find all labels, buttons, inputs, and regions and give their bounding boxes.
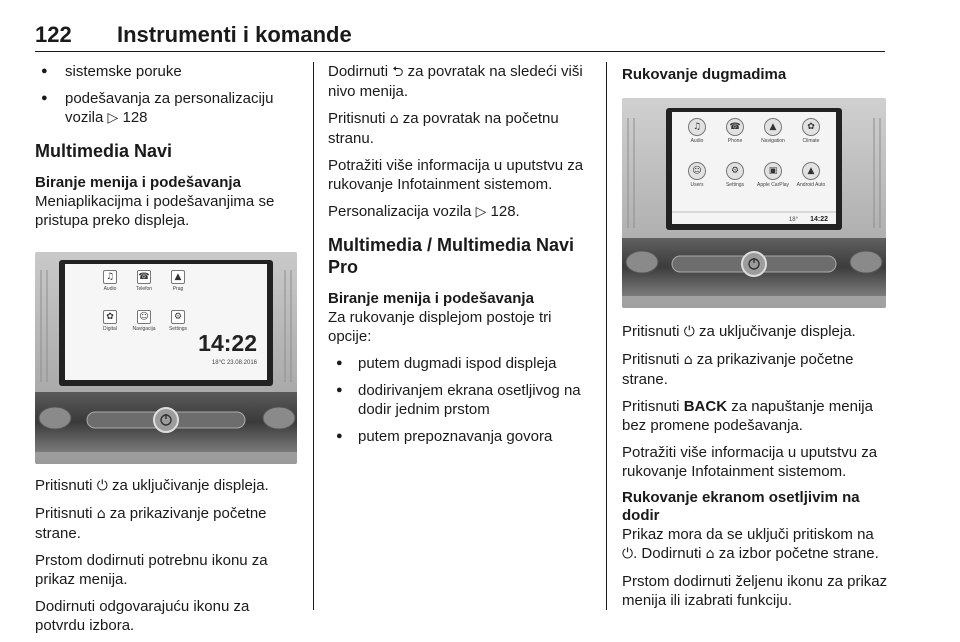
screen-app-icon [678, 118, 716, 145]
screen-app-icon [127, 270, 161, 293]
app-icon-label: Audio [103, 286, 117, 292]
paragraph: Dodirnuti ⮌ za povratak na sledeći viši nivo menija. [328, 63, 583, 100]
paragraph: Meniaplikacijma i podešavanjima se pristupa preko displeja. [35, 193, 275, 229]
status-text: 18°C 23.08.2016 [211, 360, 257, 366]
app-icon-label: Android Auto [796, 182, 826, 188]
column-divider-2 [606, 62, 607, 610]
back-arrow-icon: ⮌ [392, 64, 404, 80]
clock-time: 14:22 [198, 330, 257, 356]
column-divider-1 [313, 62, 314, 610]
app-icon: ♫ [103, 270, 117, 284]
screen-app-icon [716, 118, 754, 145]
app-icon-label: Telefon [135, 286, 153, 292]
app-icon: ▲ [171, 270, 185, 284]
reference-arrow-icon: ▷ [475, 204, 487, 220]
paragraph: Dodirnuti odgovarajuću ikonu za potvrdu izbora. [35, 598, 250, 634]
screen-app-icon [716, 162, 754, 189]
app-icon-label: Climate [802, 138, 820, 144]
paragraph: Pritisnuti ⌂ za povratak na početnu stranu. [328, 110, 559, 147]
paragraph: Potražiti više informacija u uputstvu za rukovanje Infotainment sistemom. [622, 444, 878, 480]
paragraph: Za rukovanje displejom postoje tri opcije: [328, 309, 552, 345]
app-icon-label: Navigacija [132, 326, 156, 332]
app-icon-label: Phone [727, 138, 743, 144]
app-icon-label: Settings [168, 326, 188, 332]
app-icon-label: Audio [690, 138, 704, 144]
paragraph: Potražiti više informacija u uputstvu za rukovanje Infotainment sistemom. [328, 157, 584, 193]
app-icon: ☺ [137, 310, 151, 324]
app-icon-label: Users [690, 182, 704, 188]
section-heading: Multimedia Navi [35, 141, 173, 161]
app-icon-label: Settings [725, 182, 745, 188]
clock-time: 14:22 [810, 216, 828, 223]
paragraph: Pritisnuti BACK za napuštanje menija bez promene podešavanja. [622, 398, 873, 434]
screen-app-icon [792, 162, 830, 189]
screen-app-icon [792, 118, 830, 145]
app-icon: ⚙ [726, 162, 744, 180]
app-icon-label: Apple CarPlay [757, 182, 789, 188]
list-item: ● dodirivanjem ekrana osetljivog na dodir jednim prstom [328, 381, 590, 419]
display-illustration [622, 98, 886, 308]
app-icon: ▲ [802, 162, 820, 180]
page-header [35, 22, 885, 52]
power-icon: ⏻ [622, 546, 634, 562]
subheading: Rukovanje ekranom osetljivim na dodir [622, 489, 860, 524]
list-item: ● putem dugmadi ispod displeja [328, 354, 590, 373]
paragraph: Pritisnuti ⌂ za prikazivanje početne strane. [35, 505, 267, 542]
app-icon: ☎ [138, 272, 150, 282]
app-icon-label: Prag [172, 286, 184, 292]
home-icon: ⌂ [389, 111, 399, 127]
subheading: Biranje menija i podešavanja [35, 174, 241, 191]
paragraph: Prikaz mora da se uključi pritiskom na ⏻. Dodirnuti ⌂ za izbor početne strane. [622, 526, 879, 562]
app-icon: ♫ [688, 118, 706, 136]
home-icon: ⌂ [705, 546, 715, 562]
bullet-list [328, 354, 590, 446]
app-icon: ⚙ [171, 310, 185, 324]
paragraph: Prstom dodirnuti željenu ikonu za prikaz menija ili izabrati funkciju. [622, 573, 888, 609]
column-1 [35, 62, 297, 642]
display-illustration [35, 252, 297, 464]
section-heading: Multimedia / Multimedia Navi Pro [328, 235, 575, 277]
screen-app-icon [678, 162, 716, 189]
column-2 [328, 62, 590, 454]
app-icon: ▲ [764, 118, 782, 136]
screen-app-icon [127, 310, 161, 333]
home-icon: ⌂ [683, 352, 693, 368]
power-icon: ⏻ [683, 324, 695, 340]
paragraph: Personalizacija vozila ▷ 128. [328, 203, 520, 220]
app-icon: ☎ [726, 118, 744, 136]
app-icon: ✿ [802, 118, 820, 136]
app-icon-label: Navigation [761, 138, 785, 144]
screen-app-icon [754, 118, 792, 145]
power-icon: ⏻ [96, 478, 108, 494]
list-item: ● putem prepoznavanja govora [328, 427, 590, 446]
list-item: ● sistemske poruke [35, 62, 297, 81]
status-text: 18° [788, 217, 798, 223]
app-icon-label: Digital [103, 326, 117, 332]
app-icon: ✿ [103, 310, 117, 324]
screen-app-icon [161, 310, 195, 333]
subheading: Biranje menija i podešavanja [328, 290, 534, 307]
section-heading: Rukovanje dugmadima [622, 66, 787, 83]
back-label: BACK [683, 398, 728, 415]
paragraph: Pritisnuti ⏻ za uključivanje displeja. [35, 477, 269, 494]
paragraph: Prstom dodirnuti potrebnu ikonu za prikaz menija. [35, 552, 268, 588]
paragraph: Pritisnuti ⏻ za uključivanje displeja. [622, 323, 856, 340]
home-icon: ⌂ [96, 506, 106, 522]
screen-app-icon [93, 310, 127, 333]
screen-app-icon [161, 270, 195, 293]
column-3 [622, 62, 888, 618]
page-title: Instrumenti i komande [117, 22, 352, 47]
screen-app-icon [754, 162, 792, 189]
app-icon: ☺ [688, 162, 706, 180]
screen-app-icon [93, 270, 127, 293]
page-number: 122 [35, 22, 72, 47]
paragraph: Pritisnuti ⌂ za prikazivanje početne strane. [622, 351, 854, 388]
list-item: ● podešavanja za personalizaciju vozila ▷ 128 [35, 89, 297, 128]
bullet-list [35, 62, 297, 128]
app-icon: ▣ [764, 162, 782, 180]
reference-arrow-icon: ▷ [107, 110, 119, 126]
